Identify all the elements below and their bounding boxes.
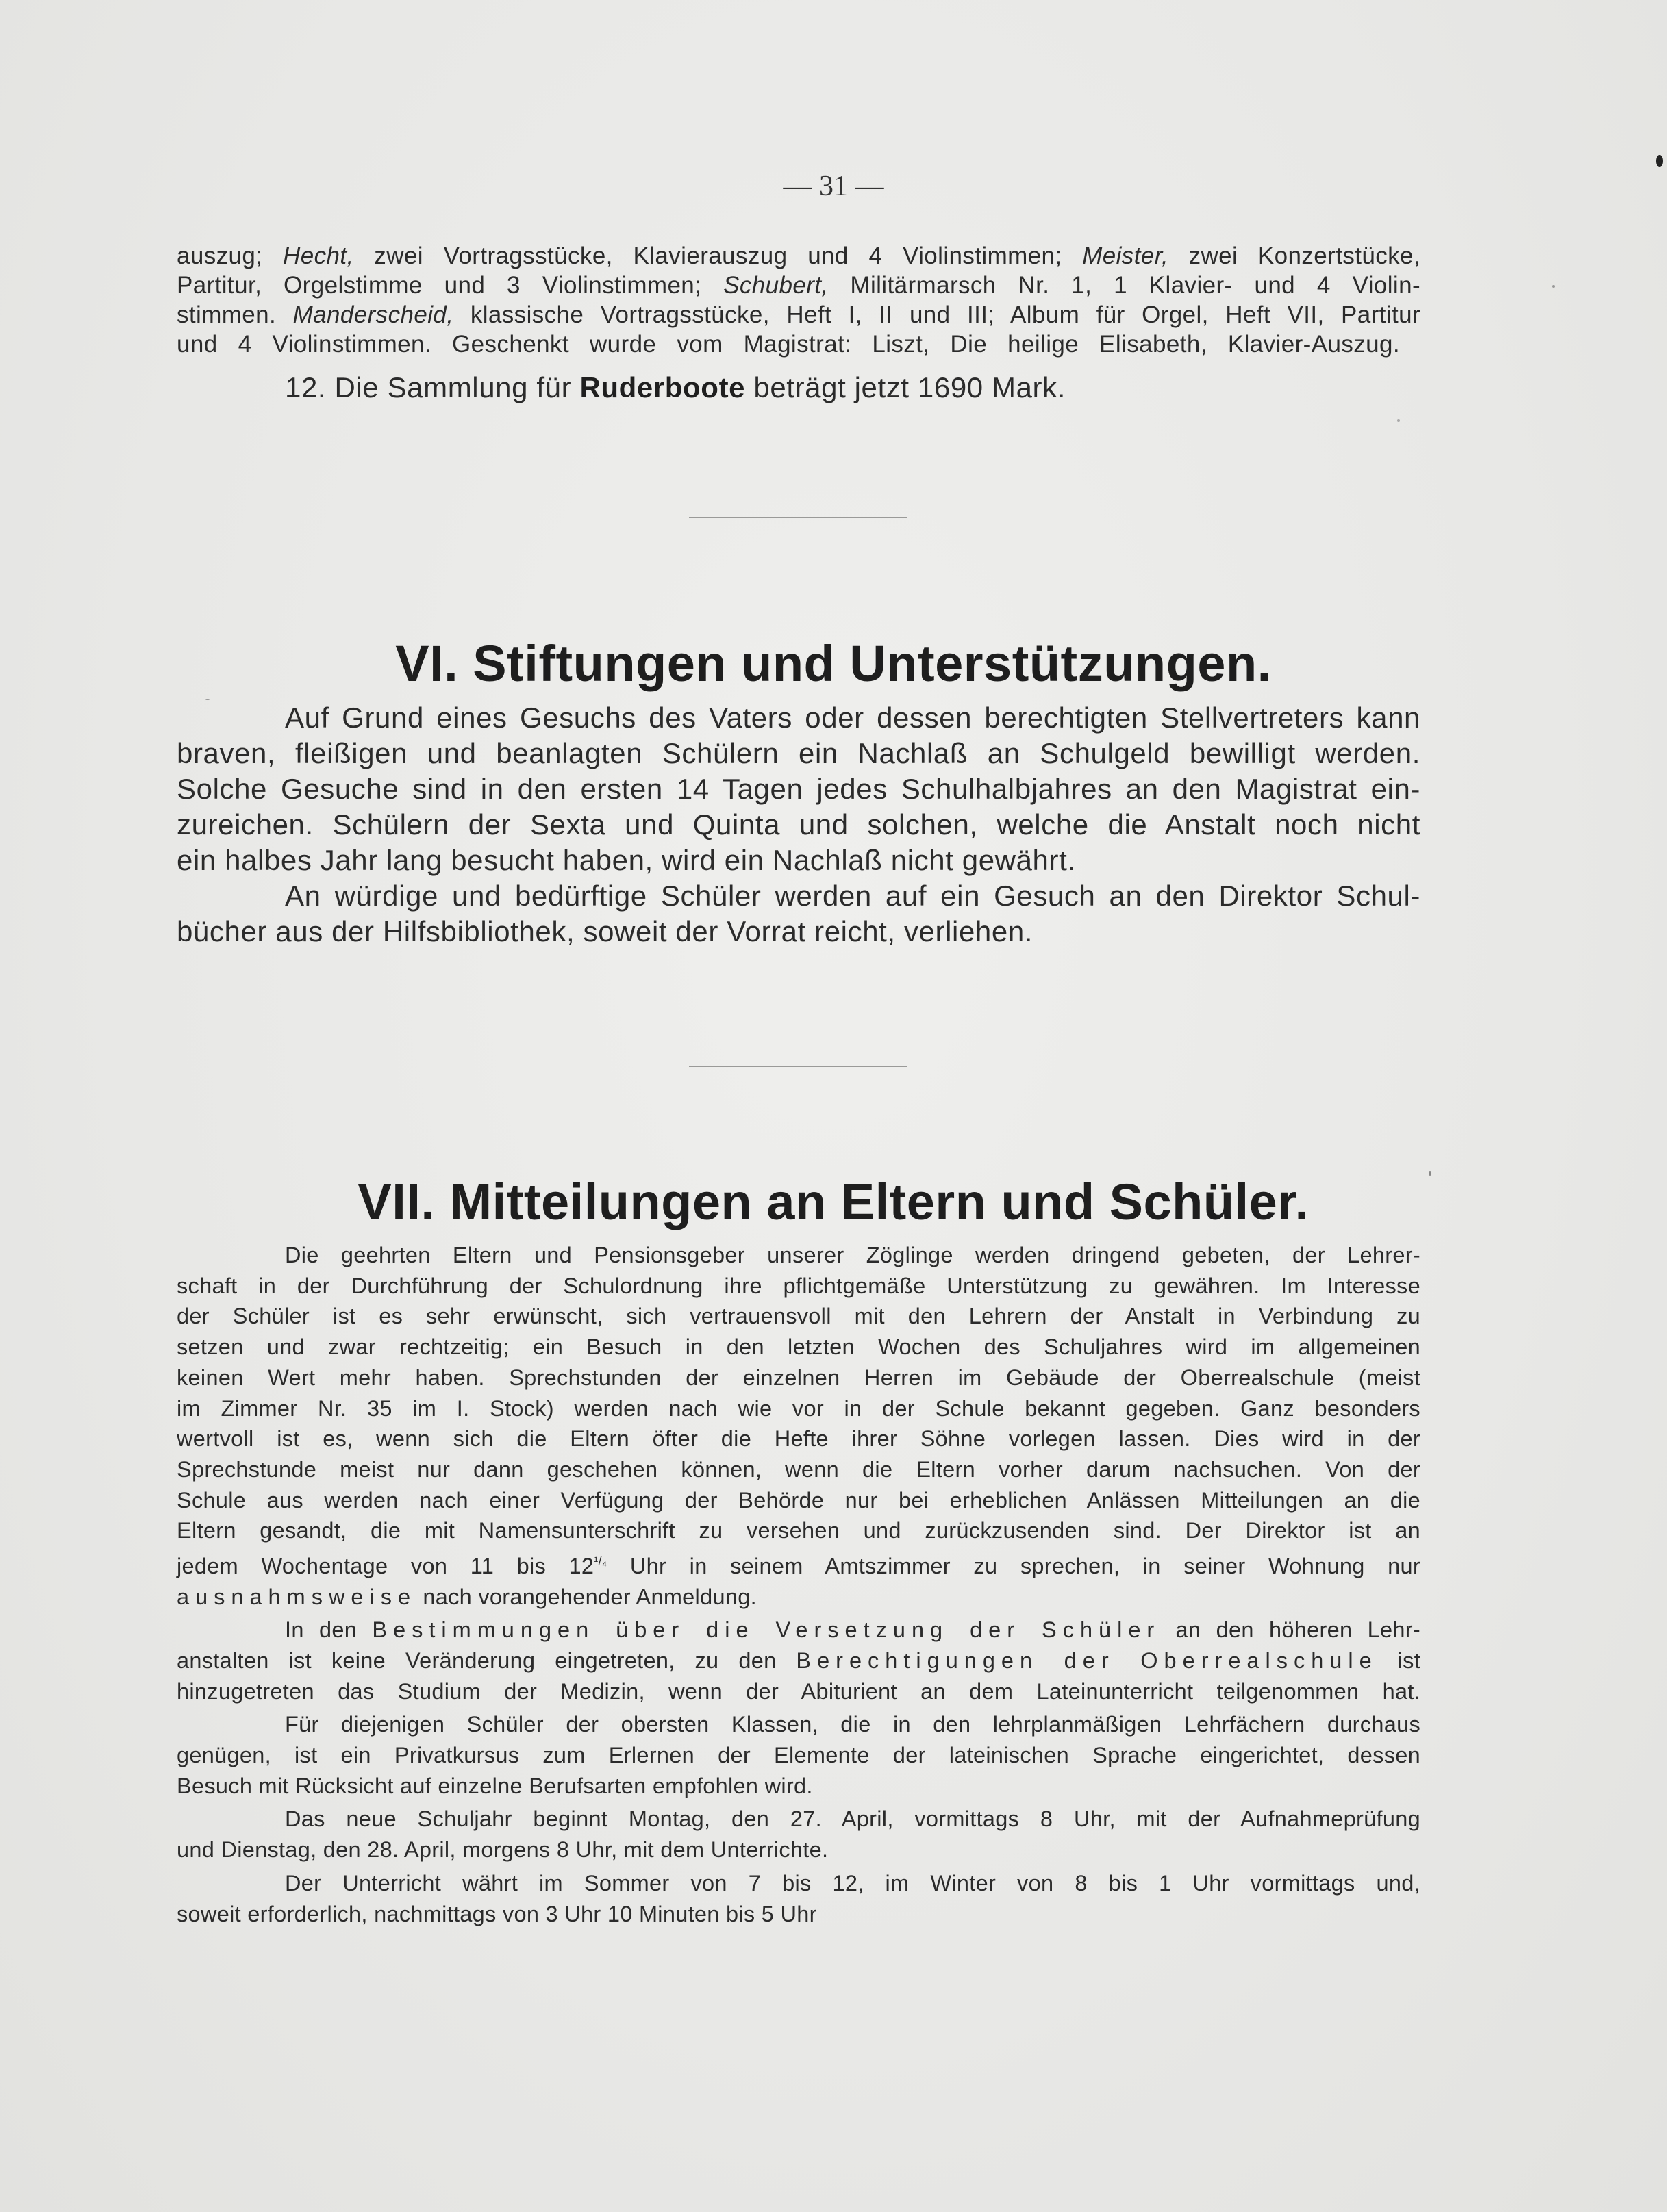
- section-7-body: [177, 1240, 1420, 1929]
- italic-name: Schubert,: [723, 272, 829, 299]
- text-line: [177, 241, 1420, 271]
- text-line: An würdige und bedürftige Schüler werden auf ein Gesuch an den Direktor Schul-: [285, 880, 1420, 912]
- speck: [1397, 419, 1400, 422]
- spaced-emphasis: Bestimmungen über die Versetzung der Schüler: [372, 1617, 1161, 1643]
- music-donations-paragraph: [177, 241, 1420, 359]
- spaced-emphasis: ausnahmsweise: [177, 1584, 417, 1609]
- text-line: im Zimmer Nr. 35 im I. Stock) werden nach wie vor in der Schule bekannt gegeben. Ganz besonders: [177, 1395, 1420, 1421]
- text-line: braven, fleißigen und beanlagten Schülern ein Nachlaß an Schulgeld bewilligt werden.: [177, 737, 1420, 769]
- text-line: keinen Wert mehr haben. Sprechstunden der einzelnen Herren im Gebäude der Oberrealschule (meist: [177, 1365, 1420, 1390]
- italic-name: Manderscheid,: [292, 301, 454, 328]
- section-7-heading: VII. Mitteilungen an Eltern und Schüler.: [358, 1173, 1309, 1230]
- text-line: Besuch mit Rücksicht auf einzelne Berufsarten empfohlen wird.: [177, 1773, 813, 1798]
- italic-name: Meister,: [1082, 243, 1168, 269]
- text-line: Sprechstunde meist nur dann geschehen können, wenn die Eltern vorher darum nachsuchen. Von der: [177, 1456, 1420, 1482]
- fraction: ¹/₄: [594, 1554, 607, 1569]
- speck: [205, 699, 210, 700]
- spaced-emphasis: Berechtigungen der Oberrealschule: [796, 1648, 1378, 1673]
- section-7-paragraph-4: [177, 1804, 1420, 1865]
- text-line: wertvoll ist es, wenn sich die Eltern öfter die Hefte ihrer Söhne vorlegen lassen. Dies wird in der: [177, 1426, 1420, 1452]
- text-line: Eltern gesandt, die mit Namensunterschrift zu versehen und zurückzusenden sind. Der Direktor ist an: [177, 1518, 1420, 1543]
- text-line: und Dienstag, den 28. April, morgens 8 Uhr, mit dem Unterrichte.: [177, 1837, 829, 1863]
- speck: [1656, 155, 1663, 167]
- text-line: Die geehrten Eltern und Pensionsgeber unserer Zöglinge werden dringend gebeten, der Lehrer-: [285, 1243, 1420, 1267]
- text-run: auszug;: [177, 243, 284, 269]
- text-line: [177, 300, 1420, 330]
- text-line: Schule aus werden nach einer Verfügung der Behörde nur bei erheblichen Anlässen Mitteilungen an die: [177, 1487, 1420, 1513]
- hours-text: jedem Wochentage von 11 bis 12: [177, 1553, 594, 1578]
- section-divider: [689, 517, 907, 518]
- text-line-end: nach vorangehender Anmeldung.: [416, 1584, 757, 1609]
- text-line: hinzugetreten das Studium der Medizin, wenn der Abiturient an dem Lateinunterricht teilgenommen hat.: [177, 1678, 1420, 1704]
- item-12-keyword: Ruderboote: [579, 371, 746, 403]
- speck: [1429, 1171, 1431, 1176]
- speck: [1552, 285, 1555, 288]
- italic-name: Hecht,: [283, 243, 354, 269]
- text-line: ein halbes Jahr lang besucht haben, wird ein Nachlaß nicht gewährt.: [177, 844, 1076, 876]
- item-12-text: 12. Die Sammlung für: [285, 371, 580, 403]
- text-line: Solche Gesuche sind in den ersten 14 Tagen jedes Schulhalbjahres an den Magistrat ein-: [177, 773, 1420, 805]
- text-line: soweit erforderlich, nachmittags von 3 Uhr 10 Minuten bis 5 Uhr: [177, 1901, 817, 1926]
- text-line: zureichen. Schülern der Sexta und Quinta und solchen, welche die Anstalt noch nicht: [177, 808, 1420, 841]
- item-12-rowing-boats: [177, 370, 1420, 406]
- text-line: bücher aus der Hilfsbibliothek, soweit der Vorrat reicht, verliehen.: [177, 915, 1033, 947]
- text-line: Das neue Schuljahr beginnt Montag, den 27. April, vormittags 8 Uhr, mit der Aufnahmeprüfung: [285, 1806, 1420, 1832]
- text-line: der Schüler ist es sehr erwünscht, sich vertrauensvoll mit den Lehrern der Anstalt in Verbindung zu: [177, 1304, 1420, 1329]
- text-line: und 4 Violinstimmen. Geschenkt wurde vom Magistrat: Liszt, Die heilige Elisabeth, Klavier-Auszug.: [177, 331, 1400, 358]
- section-divider: [689, 1066, 907, 1067]
- text-run: klassische Vortragsstücke, Heft I, II und III; Album für Orgel, Heft VII, Partitur: [453, 301, 1421, 328]
- text-run: zwei Vortragsstücke, Klavierauszug und 4 Violinstimmen;: [353, 243, 1083, 269]
- text-run: In den: [285, 1617, 373, 1643]
- text-run: ist: [1377, 1648, 1420, 1673]
- paragraph-lines: [177, 1240, 1420, 1546]
- text-line: setzen und zwar rechtzeitig; ein Besuch in den letzten Wochen des Schuljahres wird im allgemeinen: [177, 1334, 1420, 1360]
- text-run: zwei Konzertstücke,: [1168, 243, 1420, 269]
- text-run: Militärmarsch Nr. 1, 1 Klavier- und 4 Violin-: [828, 272, 1421, 299]
- section-7-paragraph-1: [177, 1240, 1420, 1612]
- text-run: Partitur, Orgelstimme und 3 Violinstimmen;: [177, 272, 724, 299]
- section-7-paragraph-5: [177, 1868, 1420, 1929]
- item-12-amount: beträgt jetzt 1690 Mark.: [745, 371, 1066, 403]
- text-run: an den höheren Lehr-: [1160, 1617, 1420, 1643]
- text-line: schaft in der Durchführung der Schulordnung ihre pflichtgemäße Unterstützung zu gewähren. Im Interesse: [177, 1273, 1420, 1298]
- page-number: — 31 —: [783, 171, 884, 202]
- hours-text-end: Uhr in seinem Amtszimmer zu sprechen, in seiner Wohnung nur: [607, 1553, 1421, 1578]
- section-7-paragraph-3: [177, 1709, 1420, 1801]
- section-7-paragraph-2: [177, 1615, 1420, 1706]
- text-line: [177, 271, 1420, 300]
- section-6-heading: VI. Stiftungen und Unterstützungen.: [395, 635, 1272, 692]
- text-line: Für diejenigen Schüler der obersten Klassen, die in den lehrplanmäßigen Lehrfächern durchaus: [285, 1712, 1420, 1737]
- text-run: stimmen.: [177, 301, 293, 328]
- text-run: anstalten ist keine Veränderung eingetreten, zu den: [177, 1648, 797, 1673]
- section-6-paragraph-2: [177, 878, 1420, 949]
- section-6-body: [177, 700, 1420, 949]
- text-line: genügen, ist ein Privatkursus zum Erlernen der Elemente der lateinischen Sprache eingerichtet, dessen: [177, 1743, 1420, 1768]
- section-6-paragraph-1: [177, 700, 1420, 878]
- text-line: Auf Grund eines Gesuchs des Vaters oder dessen berechtigten Stellvertreters kann: [285, 701, 1420, 734]
- text-line: Der Unterricht währt im Sommer von 7 bis 12, im Winter von 8 bis 1 Uhr vormittags und,: [285, 1870, 1420, 1896]
